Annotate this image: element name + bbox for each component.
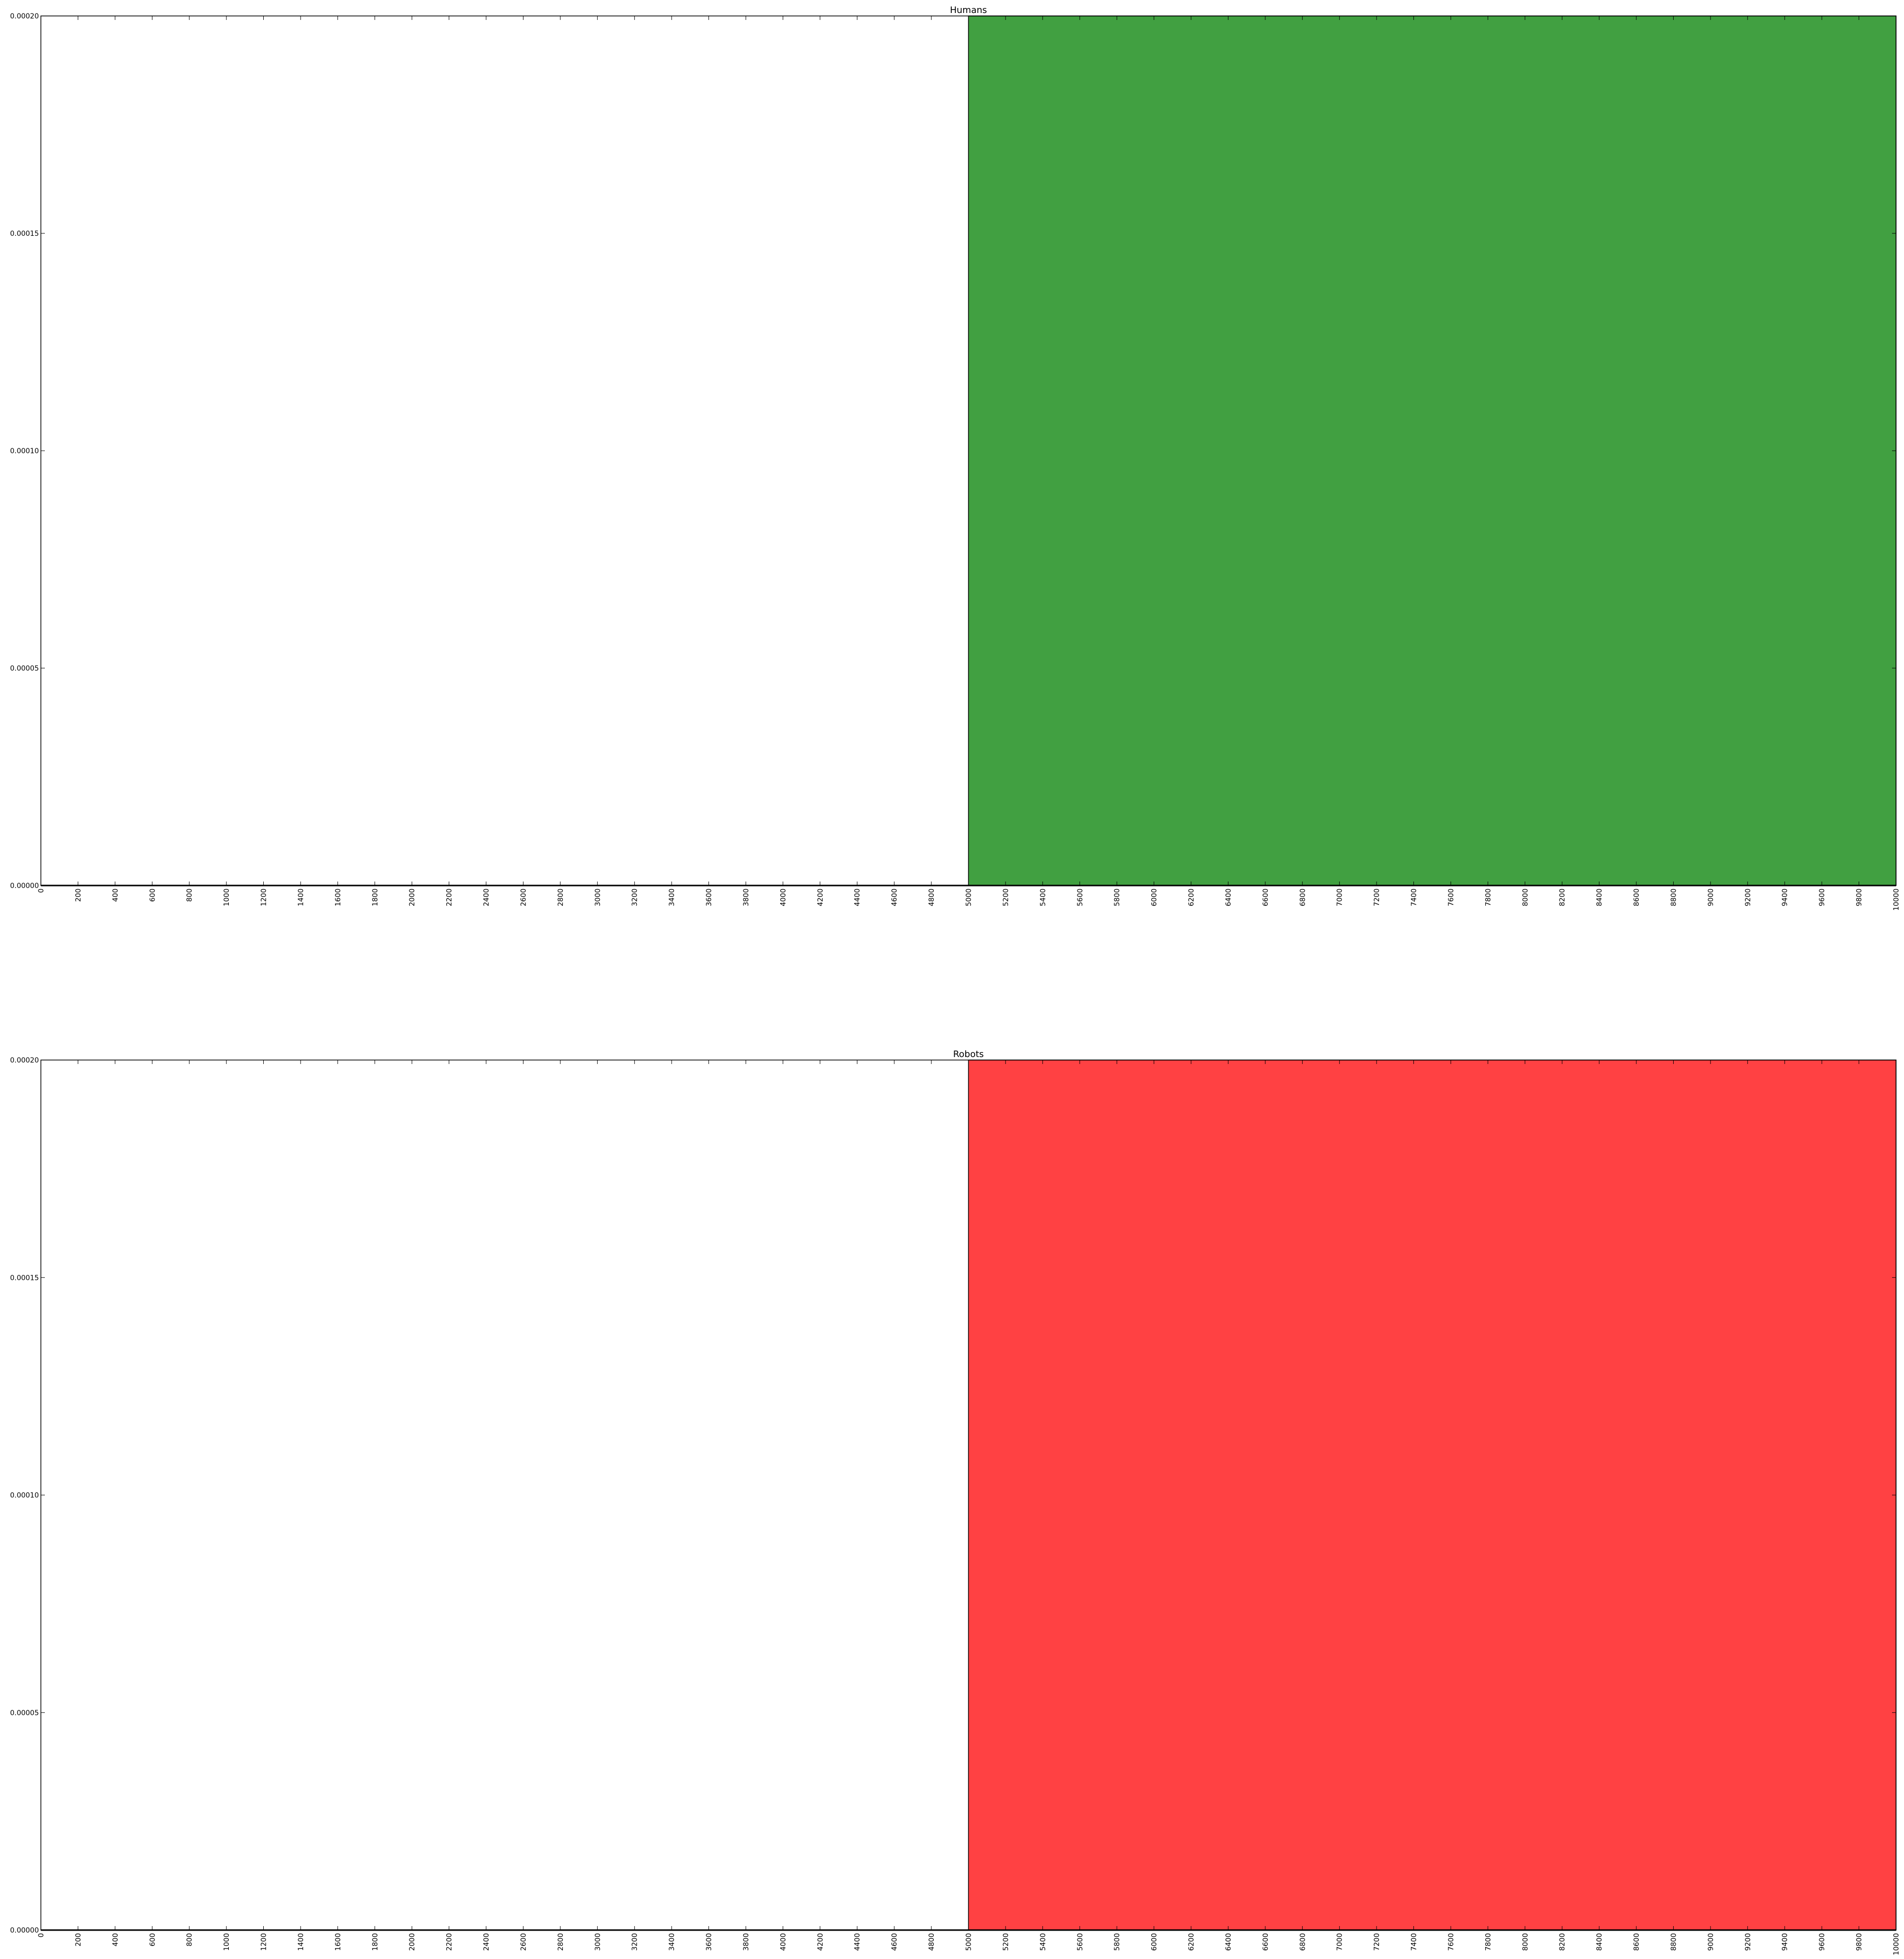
- humans-ytick-label: 0.00005: [10, 665, 39, 673]
- robots-xtick-label: 4800: [928, 1933, 936, 1951]
- humans-xtick-label: 3800: [742, 889, 750, 906]
- robots-xtick-label: 800: [185, 1933, 194, 1947]
- humans-xtick-label: 5800: [1113, 889, 1122, 906]
- humans-xtick-label: 2800: [556, 889, 565, 906]
- robots-xtick-label: 4600: [890, 1933, 899, 1951]
- humans-xtick-label: 6800: [1299, 889, 1307, 906]
- humans-xtick-label: 6600: [1261, 889, 1270, 906]
- robots-xtick-label: 5200: [1002, 1933, 1010, 1951]
- humans-xtick-label: 0: [37, 889, 45, 893]
- humans-xtick-label: 9800: [1855, 889, 1864, 906]
- robots-panel: [10, 1049, 1901, 1956]
- robots-xtick-label: 6600: [1261, 1933, 1270, 1951]
- humans-xtick-label: 4400: [854, 889, 862, 906]
- robots-xtick-label: 7600: [1447, 1933, 1455, 1951]
- robots-xtick-label: 8200: [1558, 1933, 1567, 1951]
- humans-xtick-label: 600: [149, 889, 157, 902]
- robots-xtick-label: 5600: [1076, 1933, 1084, 1951]
- robots-xtick-label: 5000: [965, 1933, 973, 1951]
- robots-xtick-label: 7800: [1484, 1933, 1493, 1951]
- humans-xtick-label: 6000: [1150, 889, 1159, 906]
- humans-xtick-label: 8800: [1670, 889, 1678, 906]
- robots-xtick-label: 2800: [556, 1933, 565, 1951]
- humans-xtick-label: 3200: [631, 889, 639, 906]
- robots-xtick-label: 3400: [668, 1933, 677, 1951]
- robots-xtick-label: 9200: [1744, 1933, 1752, 1951]
- robots-xtick-label: 3600: [705, 1933, 713, 1951]
- robots-xtick-label: 10000: [1893, 1933, 1901, 1956]
- humans-xtick-label: 7400: [1410, 889, 1418, 906]
- robots-xtick-label: 8400: [1595, 1933, 1604, 1951]
- robots-ytick-label: 0.00020: [10, 1057, 39, 1065]
- humans-xtick-label: 4200: [816, 889, 825, 906]
- robots-xtick-label: 9000: [1707, 1933, 1715, 1951]
- robots-xtick-label: 1000: [223, 1933, 231, 1951]
- humans-xtick-label: 2200: [445, 889, 454, 906]
- humans-xtick-label: 7600: [1447, 889, 1455, 906]
- robots-xtick-label: 0: [37, 1933, 45, 1938]
- robots-xtick-label: 3000: [594, 1933, 602, 1951]
- humans-xtick-label: 5400: [1039, 889, 1047, 906]
- robots-xtick-label: 1600: [334, 1933, 343, 1951]
- humans-xtick-label: 6200: [1188, 889, 1196, 906]
- humans-xtick-label: 9200: [1744, 889, 1752, 906]
- robots-xtick-label: 9400: [1781, 1933, 1789, 1951]
- humans-xtick-label: 6400: [1224, 889, 1233, 906]
- robots-xtick-label: 7200: [1373, 1933, 1382, 1951]
- humans-xtick-label: 3400: [668, 889, 677, 906]
- robots-xtick-label: 9600: [1818, 1933, 1827, 1951]
- robots-xtick-label: 4200: [816, 1933, 825, 1951]
- humans-xtick-label: 800: [185, 889, 194, 902]
- robots-xtick-label: 6400: [1224, 1933, 1233, 1951]
- humans-xtick-label: 9600: [1818, 889, 1827, 906]
- robots-xtick-label: 4400: [854, 1933, 862, 1951]
- humans-xtick-label: 400: [111, 889, 120, 902]
- humans-title: Humans: [950, 5, 987, 15]
- humans-xtick-label: 200: [74, 889, 83, 902]
- humans-ytick-label: 0.00010: [10, 447, 39, 455]
- robots-ytick-label: 0.00000: [10, 1927, 39, 1935]
- humans-xtick-label: 8200: [1558, 889, 1567, 906]
- humans-xtick-label: 7200: [1373, 889, 1382, 906]
- humans-xtick-label: 7000: [1336, 889, 1344, 906]
- robots-xtick-label: 7000: [1336, 1933, 1344, 1951]
- humans-xtick-label: 8400: [1595, 889, 1604, 906]
- robots-xtick-label: 7400: [1410, 1933, 1418, 1951]
- humans-ytick-label: 0.00000: [10, 882, 39, 890]
- humans-xtick-label: 2000: [408, 889, 417, 906]
- humans-bar-0: [969, 16, 1897, 886]
- robots-xtick-label: 2200: [445, 1933, 454, 1951]
- robots-xtick-label: 6800: [1299, 1933, 1307, 1951]
- humans-xtick-label: 8000: [1521, 889, 1530, 906]
- humans-xtick-label: 4600: [890, 889, 899, 906]
- robots-xtick-label: 5400: [1039, 1933, 1047, 1951]
- robots-xtick-label: 1400: [297, 1933, 305, 1951]
- robots-xtick-label: 5800: [1113, 1933, 1122, 1951]
- humans-xtick-label: 4000: [779, 889, 788, 906]
- robots-ytick-label: 0.00015: [10, 1274, 39, 1282]
- robots-xtick-label: 400: [111, 1933, 120, 1947]
- robots-xtick-label: 200: [74, 1933, 83, 1947]
- robots-xtick-label: 1200: [260, 1933, 268, 1951]
- humans-ytick-label: 0.00015: [10, 230, 39, 238]
- humans-xtick-label: 4800: [928, 889, 936, 906]
- robots-xtick-label: 3200: [631, 1933, 639, 1951]
- humans-xtick-label: 5000: [965, 889, 973, 906]
- humans-xtick-label: 1800: [371, 889, 379, 906]
- robots-xtick-label: 2600: [519, 1933, 528, 1951]
- robots-xtick-label: 1800: [371, 1933, 379, 1951]
- humans-xtick-label: 8600: [1633, 889, 1641, 906]
- humans-xtick-label: 7800: [1484, 889, 1493, 906]
- humans-xtick-label: 5600: [1076, 889, 1084, 906]
- humans-xtick-label: 2400: [483, 889, 491, 906]
- robots-xtick-label: 9800: [1855, 1933, 1864, 1951]
- humans-xtick-label: 1000: [223, 889, 231, 906]
- humans-xtick-label: 3600: [705, 889, 713, 906]
- robots-ytick-label: 0.00005: [10, 1709, 39, 1717]
- robots-title: Robots: [953, 1049, 984, 1060]
- humans-xtick-label: 1600: [334, 889, 343, 906]
- humans-xtick-label: 1400: [297, 889, 305, 906]
- robots-xtick-label: 6000: [1150, 1933, 1159, 1951]
- robots-xtick-label: 8000: [1521, 1933, 1530, 1951]
- robots-bar-0: [969, 1060, 1897, 1930]
- humans-panel: [10, 5, 1901, 911]
- humans-xtick-label: 10000: [1893, 889, 1901, 911]
- robots-xtick-label: 600: [149, 1933, 157, 1947]
- humans-xtick-label: 9000: [1707, 889, 1715, 906]
- humans-xtick-label: 1200: [260, 889, 268, 906]
- humans-xtick-label: 9400: [1781, 889, 1789, 906]
- robots-xtick-label: 8600: [1633, 1933, 1641, 1951]
- robots-xtick-label: 3800: [742, 1933, 750, 1951]
- robots-ytick-label: 0.00010: [10, 1491, 39, 1500]
- humans-ytick-label: 0.00020: [10, 12, 39, 20]
- robots-xtick-label: 2000: [408, 1933, 417, 1951]
- robots-xtick-label: 4000: [779, 1933, 788, 1951]
- robots-xtick-label: 2400: [483, 1933, 491, 1951]
- robots-xtick-label: 6200: [1188, 1933, 1196, 1951]
- humans-xtick-label: 3000: [594, 889, 602, 906]
- humans-xtick-label: 5200: [1002, 888, 1010, 906]
- humans-xtick-label: 2600: [519, 889, 528, 906]
- robots-xtick-label: 8800: [1670, 1933, 1678, 1951]
